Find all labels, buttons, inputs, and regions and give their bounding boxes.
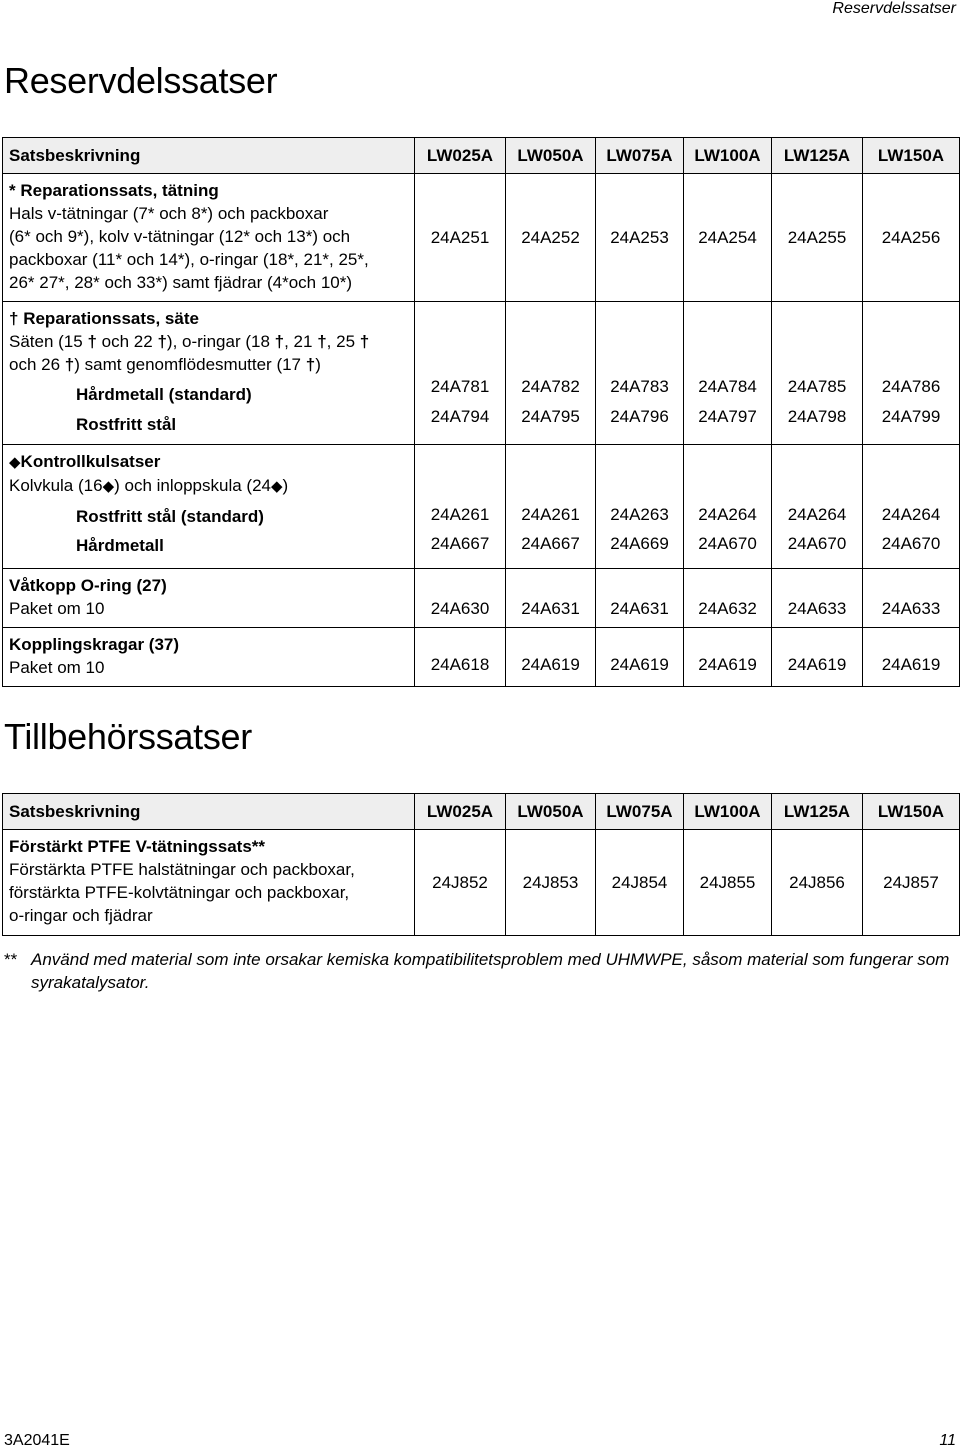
- diamond-mark: ◆: [102, 478, 115, 495]
- dagger-mark: †: [359, 332, 370, 351]
- part-number-column: [415, 445, 506, 569]
- part-number-column: [596, 302, 684, 445]
- part-number-cell: 24A795: [521, 407, 580, 426]
- ball-kit-title: Kontrollkulsatser: [20, 452, 161, 471]
- section-title-tillbehorssatser: Tillbehörssatser: [4, 716, 252, 757]
- part-number-cell: 24A619: [521, 655, 580, 674]
- column-header-model: LW075A: [596, 138, 684, 174]
- part-number-column: [506, 302, 596, 445]
- table-row-collar: [3, 628, 960, 687]
- column-header-model: LW075A: [596, 794, 684, 830]
- seal-kit-line: 26* 27*, 28* och 33*) samt fjädrar (4*och 10*): [9, 273, 353, 292]
- seat-kit-text: , 21: [284, 332, 313, 351]
- dagger-mark: †: [274, 332, 285, 351]
- column-header-model: LW125A: [772, 794, 863, 830]
- table-row-seal-kit: [3, 174, 960, 302]
- spare-parts-table: [2, 137, 960, 687]
- part-number-column: [863, 569, 960, 628]
- part-number-column: [506, 628, 596, 687]
- document-number: 3A2041E: [4, 1432, 70, 1449]
- table-header-row: [3, 794, 960, 830]
- ptfe-kit-line: o-ringar och fjädrar: [9, 906, 153, 925]
- ball-kit-line: [9, 474, 408, 498]
- seat-kit-text: ), o-ringar (18: [166, 332, 270, 351]
- column-header-description: Satsbeskrivning: [3, 794, 415, 830]
- part-number-cell: 24A633: [881, 599, 941, 618]
- part-number-column: [596, 628, 684, 687]
- part-number-cell: 24A799: [881, 407, 941, 426]
- collar-description: [3, 628, 415, 687]
- part-number-cell: 24A618: [430, 655, 490, 674]
- column-header-model: LW100A: [684, 138, 772, 174]
- dagger-mark: †: [157, 332, 167, 351]
- part-number-cell: 24A797: [698, 407, 757, 426]
- seat-kit-text: och 26: [9, 355, 61, 374]
- part-number-column: [684, 302, 772, 445]
- part-number-column: [684, 445, 772, 569]
- table-row-ptfe-kit: [3, 830, 960, 936]
- part-number-cell: 24A254: [684, 174, 772, 302]
- seat-kit-line: [9, 330, 408, 353]
- seat-kit-text: Säten (15: [9, 332, 83, 351]
- dagger-mark: †: [64, 355, 75, 374]
- part-number-cell: 24A264: [787, 505, 847, 524]
- part-number-cell: 24A619: [698, 655, 757, 674]
- seat-kit-text: och 22: [101, 332, 153, 351]
- footnote: [4, 948, 954, 994]
- part-number-column: [506, 569, 596, 628]
- seat-kit-title: Reparationssats, säte: [23, 309, 199, 328]
- part-number-column: [863, 628, 960, 687]
- footnote-mark: **: [4, 950, 18, 969]
- dagger-mark: †: [305, 355, 316, 374]
- part-number-cell: 24A670: [881, 534, 941, 553]
- part-number-column: [415, 569, 506, 628]
- table-row-seat-kit: [3, 302, 960, 445]
- ball-kit-description: [3, 445, 415, 569]
- part-number-column: [684, 569, 772, 628]
- part-number-cell: 24A783: [610, 377, 669, 396]
- part-number-cell: 24J852: [415, 830, 506, 936]
- ptfe-kit-line: förstärkta PTFE-kolvtätningar och packboxar,: [9, 883, 350, 902]
- wetcup-description: [3, 569, 415, 628]
- part-number-cell: 24A781: [430, 377, 490, 396]
- part-number-cell: 24A263: [610, 505, 669, 524]
- part-number-column: [772, 628, 863, 687]
- part-number-cell: 24J857: [863, 830, 960, 936]
- part-number-cell: 24A256: [863, 174, 960, 302]
- seat-kit-description: [3, 302, 415, 445]
- ptfe-kit-line: Förstärkta PTFE halstätningar och packboxar,: [9, 860, 355, 879]
- dagger-mark: †: [87, 332, 97, 351]
- part-number-cell: 24A619: [610, 655, 669, 674]
- part-number-cell: 24A632: [698, 599, 757, 618]
- diamond-mark: ◆: [270, 478, 283, 495]
- part-number-cell: 24A255: [772, 174, 863, 302]
- part-number-cell: 24A631: [521, 599, 580, 618]
- part-number-column: [684, 628, 772, 687]
- footnote-text: Använd med material som inte orsakar kemiska kompatibilitetsproblem med UHMWPE, såsom material som fungerar som syrakatalysator.: [31, 950, 950, 992]
- ball-kit-variant-label: Hårdmetall: [76, 536, 164, 555]
- accessory-table: [2, 793, 960, 936]
- part-number-column: [596, 445, 684, 569]
- part-number-column: [596, 569, 684, 628]
- seal-kit-line: (6* och 9*), kolv v-tätningar (12* och 13*) och: [9, 227, 351, 246]
- dagger-mark: †: [9, 309, 19, 328]
- column-header-description: Satsbeskrivning: [3, 138, 415, 174]
- column-header-model: LW125A: [772, 138, 863, 174]
- part-number-cell: 24A252: [506, 174, 596, 302]
- seat-kit-line: [9, 353, 408, 376]
- part-number-cell: 24A619: [787, 655, 847, 674]
- diamond-mark: ◆: [9, 454, 21, 471]
- part-number-cell: 24A785: [787, 377, 847, 396]
- part-number-cell: 24J856: [772, 830, 863, 936]
- part-number-cell: 24A670: [698, 534, 757, 553]
- part-number-column: [772, 302, 863, 445]
- part-number-cell: 24A633: [787, 599, 847, 618]
- ball-kit-title-line: [9, 450, 408, 474]
- table-row-wetcup: [3, 569, 960, 628]
- part-number-cell: 24A261: [430, 505, 490, 524]
- part-number-cell: 24A630: [430, 599, 490, 618]
- seat-kit-title-line: [9, 307, 408, 330]
- column-header-model: LW150A: [863, 794, 960, 830]
- seal-kit-description: [3, 174, 415, 302]
- part-number-cell: 24A253: [596, 174, 684, 302]
- part-number-cell: 24A251: [415, 174, 506, 302]
- collar-sub: Paket om 10: [9, 658, 105, 677]
- part-number-column: [772, 445, 863, 569]
- ptfe-kit-title: Förstärkt PTFE V-tätningssats**: [9, 837, 266, 856]
- wetcup-sub: Paket om 10: [9, 599, 105, 618]
- column-header-model: LW025A: [415, 138, 506, 174]
- dagger-mark: †: [317, 332, 327, 351]
- column-header-model: LW100A: [684, 794, 772, 830]
- part-number-cell: 24A798: [787, 407, 847, 426]
- ptfe-kit-description: [3, 830, 415, 936]
- part-number-cell: 24J853: [506, 830, 596, 936]
- ball-kit-text: Kolvkula (16: [9, 476, 103, 495]
- seat-kit-text: ): [315, 355, 321, 374]
- seal-kit-line: packboxar (11* och 14*), o-ringar (18*, 21*, 25*,: [9, 250, 369, 269]
- part-number-cell: 24A794: [430, 407, 490, 426]
- seal-kit-line: Hals v-tätningar (7* och 8*) och packboxar: [9, 204, 329, 223]
- part-number-cell: 24J855: [684, 830, 772, 936]
- part-number-cell: 24J854: [596, 830, 684, 936]
- ball-kit-text: ) och inloppskula (24: [114, 476, 271, 495]
- part-number-column: [415, 628, 506, 687]
- part-number-cell: 24A786: [881, 377, 941, 396]
- running-header: Reservdelssatser: [832, 0, 956, 17]
- part-number-cell: 24A670: [787, 534, 847, 553]
- part-number-column: [863, 302, 960, 445]
- part-number-cell: 24A669: [610, 534, 669, 553]
- part-number-column: [863, 445, 960, 569]
- column-header-model: LW150A: [863, 138, 960, 174]
- part-number-cell: 24A667: [521, 534, 580, 553]
- table-row-ball-kit: [3, 445, 960, 569]
- column-header-model: LW050A: [506, 138, 596, 174]
- part-number-cell: 24A631: [610, 599, 669, 618]
- column-header-model: LW050A: [506, 794, 596, 830]
- seat-kit-variant-label: Rostfritt stål: [76, 415, 177, 434]
- part-number-cell: 24A782: [521, 377, 580, 396]
- seal-kit-title: * Reparationssats, tätning: [9, 181, 219, 200]
- part-number-column: [506, 445, 596, 569]
- seat-kit-variant-label: Hårdmetall (standard): [76, 385, 252, 404]
- wetcup-title: Våtkopp O-ring (27): [9, 576, 167, 595]
- part-number-cell: 24A667: [430, 534, 490, 553]
- part-number-cell: 24A264: [698, 505, 757, 524]
- part-number-column: [772, 569, 863, 628]
- part-number-cell: 24A796: [610, 407, 669, 426]
- part-number-cell: 24A619: [881, 655, 941, 674]
- section-title-reservdelssatser: Reservdelssatser: [4, 60, 278, 101]
- table-header-row: [3, 138, 960, 174]
- part-number-cell: 24A261: [521, 505, 580, 524]
- seat-kit-text: ) samt genomflödesmutter (17: [74, 355, 302, 374]
- part-number-column: [415, 302, 506, 445]
- page-number: 11: [939, 1432, 956, 1449]
- ball-kit-text: ): [282, 476, 289, 495]
- seat-kit-text: , 25: [326, 332, 356, 351]
- part-number-cell: 24A264: [881, 505, 941, 524]
- collar-title: Kopplingskragar (37): [9, 635, 180, 654]
- part-number-cell: 24A784: [698, 377, 757, 396]
- column-header-model: LW025A: [415, 794, 506, 830]
- ball-kit-variant-label: Rostfritt stål (standard): [76, 507, 264, 526]
